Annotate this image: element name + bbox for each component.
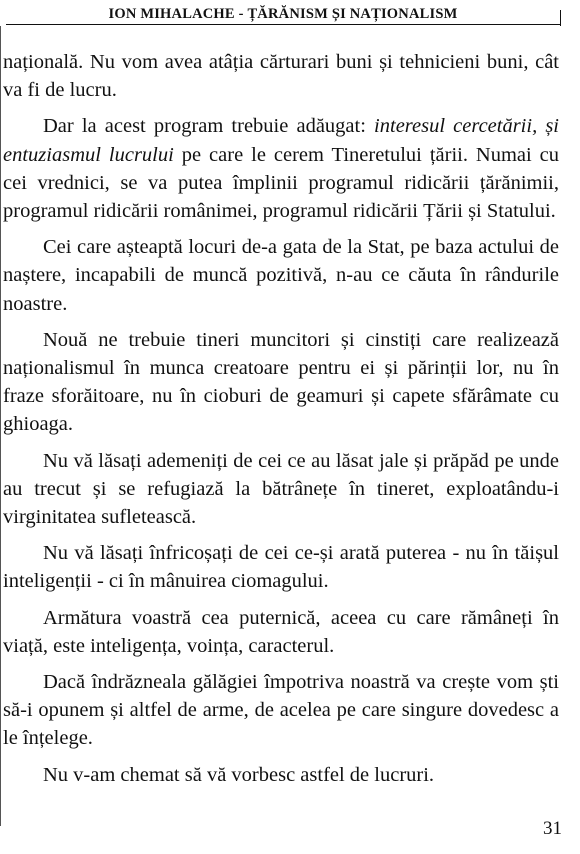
left-margin-rule bbox=[0, 26, 1, 826]
running-header bbox=[6, 4, 560, 25]
paragraph-2-emphasis: interesul cercetării, și entuziasmul lucrului bbox=[3, 115, 559, 166]
paragraph-8: Dacă îndrăzneala gălăgiei împotriva noastră va crește vom ști să-i opunem și altfel de arme, de acelea pe care singure dovedesc a le înțelege. bbox=[3, 671, 559, 750]
paragraph-7: Armătura voastră cea puternică, aceea cu care rămâneți în viață, este inteligența, voința, caracterul. bbox=[3, 606, 559, 657]
paragraph-9: Nu v-am chemat să vă vorbesc astfel de lucruri. bbox=[43, 763, 435, 786]
header-corner-rule bbox=[560, 10, 562, 26]
paragraph-3: Cei care așteaptă locuri de-a gata de la Stat, pe baza actului de naștere, incapabili de muncă pozitivă, n-au ce căuta în rândurile noastre. bbox=[3, 236, 559, 315]
paragraph-4: Nouă ne trebuie tineri muncitori și cinstiți care realizează naționalismul în munca creatoare pentru ei și părinții lor, nu în fraze sforăitoare, nu în cioburi de geamuri și capete sfărâmate cu ghioaga. bbox=[3, 328, 559, 436]
body-text bbox=[3, 48, 559, 797]
paragraph-1: națională. Nu vom avea atâția cărturari buni și tehnicieni buni, cât va fi de lucru. bbox=[3, 51, 559, 102]
paragraph-2-start: Dar la acest program trebuie adăugat: bbox=[43, 115, 375, 138]
paragraph-2 bbox=[3, 112, 559, 225]
paragraph-2-end: pe care le cerem Tineretului țării. Numai cu cei vrednici, se va putea împlinii programul ridicării țărănimii, programul ridicării românimei, programul ridicării Țării și Statului. bbox=[3, 143, 559, 223]
paragraph-5: Nu vă lăsați ademeniți de cei ce au lăsat jale și prăpăd pe unde au trecut și se refugiază la bătrânețe în tineret, exploatându-i virginitatea sufletească. bbox=[3, 449, 559, 529]
paragraph-6: Nu vă lăsați înfricoșați de cei ce-și arată puterea - nu în tăișul inteligenții - ci în mânuirea ciomagului. bbox=[3, 542, 559, 593]
page-number: 31 bbox=[543, 818, 562, 839]
running-title: ION MIHALACHE - ȚĂRĂNISM ȘI NAȚIONALISM bbox=[108, 6, 458, 22]
